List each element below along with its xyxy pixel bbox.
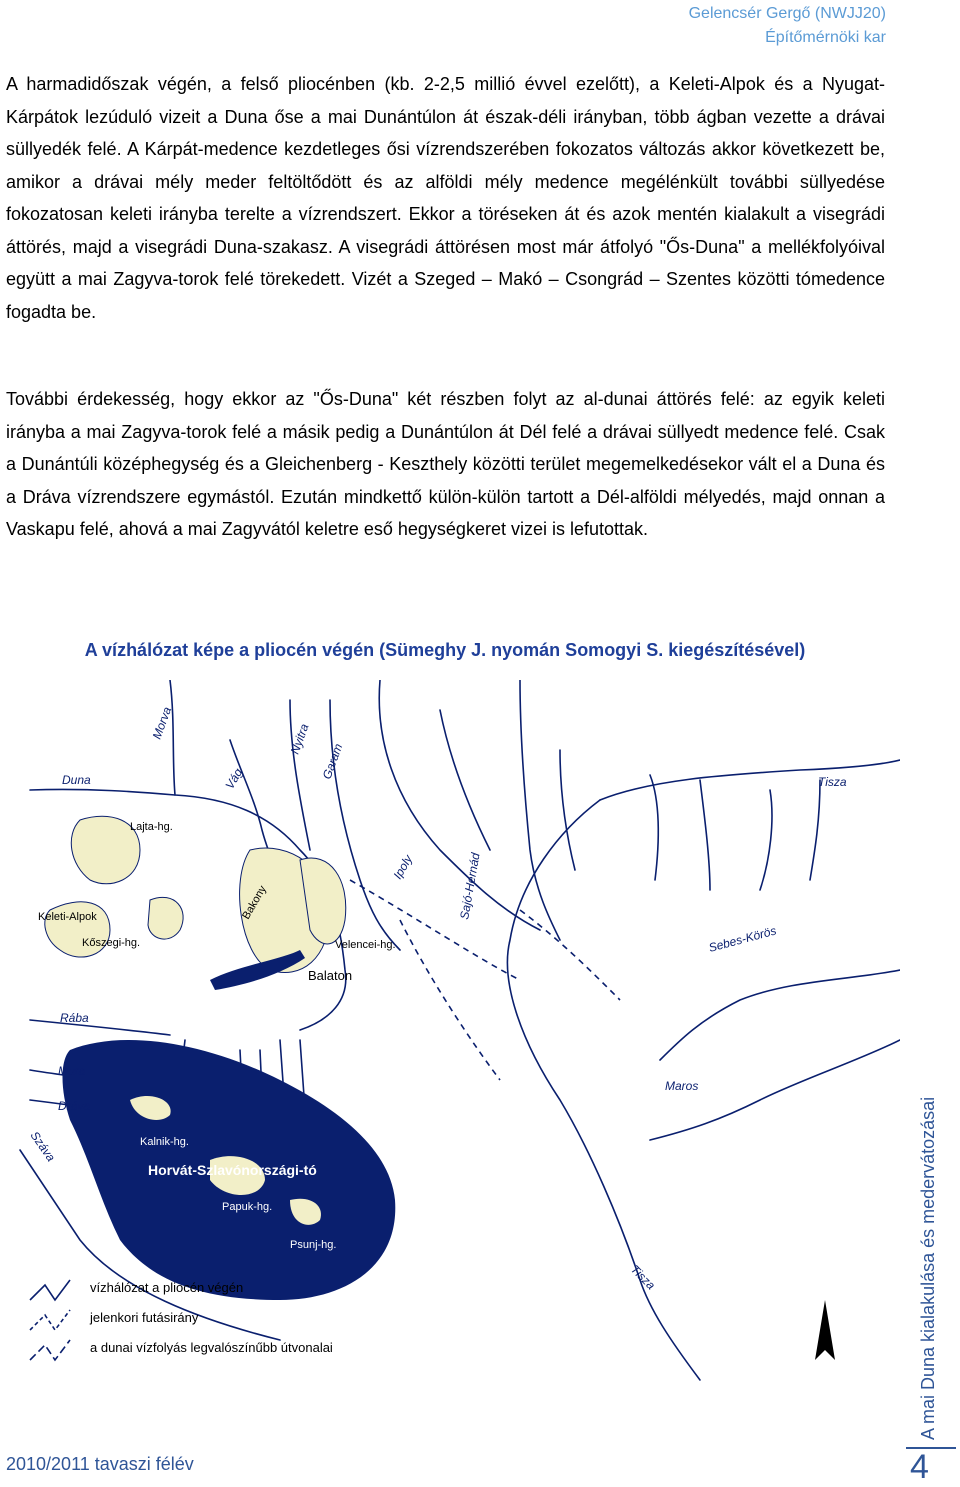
header-author: Gelencsér Gergő (NWJJ20) <box>688 5 886 22</box>
map-title: A vízhálózat képe a pliocén végén (Sümeghy J. nyomán Somogyi S. kiegészítésével) <box>84 640 806 660</box>
label-vag: Vág <box>222 766 246 792</box>
label-szava: Száva <box>27 1128 59 1165</box>
label-nyitra: Nyitra <box>287 721 312 757</box>
label-duna: Duna <box>62 773 91 787</box>
label-maros: Maros <box>665 1079 699 1093</box>
label-balaton: Balaton <box>308 968 353 983</box>
label-garam: Garam <box>319 741 346 782</box>
label-drava: Dráva <box>58 1099 91 1113</box>
paragraph-1: A harmadidőszak végén, a felső pliocénben (kb. 2-2,5 millió évvel ezelőtt), a Keleti-Alpok és a Nyugat-Kárpátok lezúduló vizeit a Duna őse a mai Dunántúlon át észak-déli irányban, több ágban vezette a drávai süllyedék felé. A Kárpát-medence kezdetleges ősi vízrendszerében fokozatos változás akkor következett be, amikor a drávai mély meder feltöltődött és az alföldi mély medence megélénkült további süllyedése fokozatosan keleti irányba terelte a vízrendszert. Ekkor a töréseken át és azok mentén kialakult a visegrádi áttörés, majd a visegrádi Duna-szakasz. A visegrádi áttörésen most már átfolyó "Ős-Duna" a mellékfolyóival együtt a mai Zagyva-torok felé törekedett. Vizét a Szeged – Makó – Csongrád – Szentes közötti tómedence fogadta be. <box>6 74 885 322</box>
label-keleti-alpok: Keleti-Alpok <box>38 911 97 923</box>
label-sebes-koros: Sebes-Körös <box>707 923 778 955</box>
legend-label-1: vízhálózat a pliocén végén <box>90 1280 244 1295</box>
legend-label-2: jelenkori futásirány <box>90 1310 199 1325</box>
legend-line-present <box>30 1310 70 1330</box>
label-lajta: Lajta-hg. <box>130 821 173 833</box>
label-velencei: Velencei-hg. <box>335 939 396 951</box>
label-lake: Horvát-Szlavónországi-tó <box>148 1162 317 1178</box>
legend-line-duna-route <box>30 1340 70 1360</box>
koszegi-hills <box>148 897 183 939</box>
header-program: Építőmérnöki kar <box>765 29 886 46</box>
label-raba: Rába <box>60 1011 89 1025</box>
page-number: 4 <box>910 1448 929 1486</box>
label-kalnik: Kalnik-hg. <box>140 1136 189 1148</box>
legend-label-3: a dunai vízfolyás legvalószínűbb útvonalai <box>90 1340 333 1355</box>
label-psunj: Psunj-hg. <box>290 1239 337 1251</box>
river-network-map <box>0 680 900 1400</box>
footer-semester: 2010/2011 tavaszi félév <box>6 1454 194 1474</box>
label-ipoly: Ipoly <box>390 852 416 882</box>
north-arrow-icon <box>815 1300 835 1360</box>
legend-line-pliocene <box>30 1280 70 1300</box>
label-mura: Mura <box>58 1064 86 1078</box>
label-tisza-bottom: Tisza <box>627 1262 658 1293</box>
label-koszegi: Kőszegi-hg. <box>82 937 141 949</box>
label-tisza-top: Tisza <box>818 775 847 789</box>
paragraph-2: További érdekesség, hogy ekkor az "Ős-Duna" két részben folyt az al-dunai áttörés felé: az egyik keleti irányba a mai Zagyva-torok felé a másik pedig a Dunántúlon át Dél felé a drávai süllyedt medence felé. Csak a Dunántúli középhegység és a Gleichenberg - Keszthely közötti terület megemelkedésekor vált el a Duna és a Dráva vízrendszere egymástól. Ezután mindkettő külön-külön tartott a Dél-alföldi mélyedés, majd onnan a Vaskapu felé, ahová a mai Zagyvától keletre eső hegységkeret vizei is lefutottak. <box>6 389 885 539</box>
label-papuk: Papuk-hg. <box>222 1201 273 1213</box>
label-morva: Morva <box>149 704 175 742</box>
label-sajo: Sajó-Hernád <box>457 851 483 921</box>
side-title: A mai Duna kialakulása és medervátozásai <box>918 1096 938 1440</box>
label-bakony: Bakony <box>240 883 269 922</box>
